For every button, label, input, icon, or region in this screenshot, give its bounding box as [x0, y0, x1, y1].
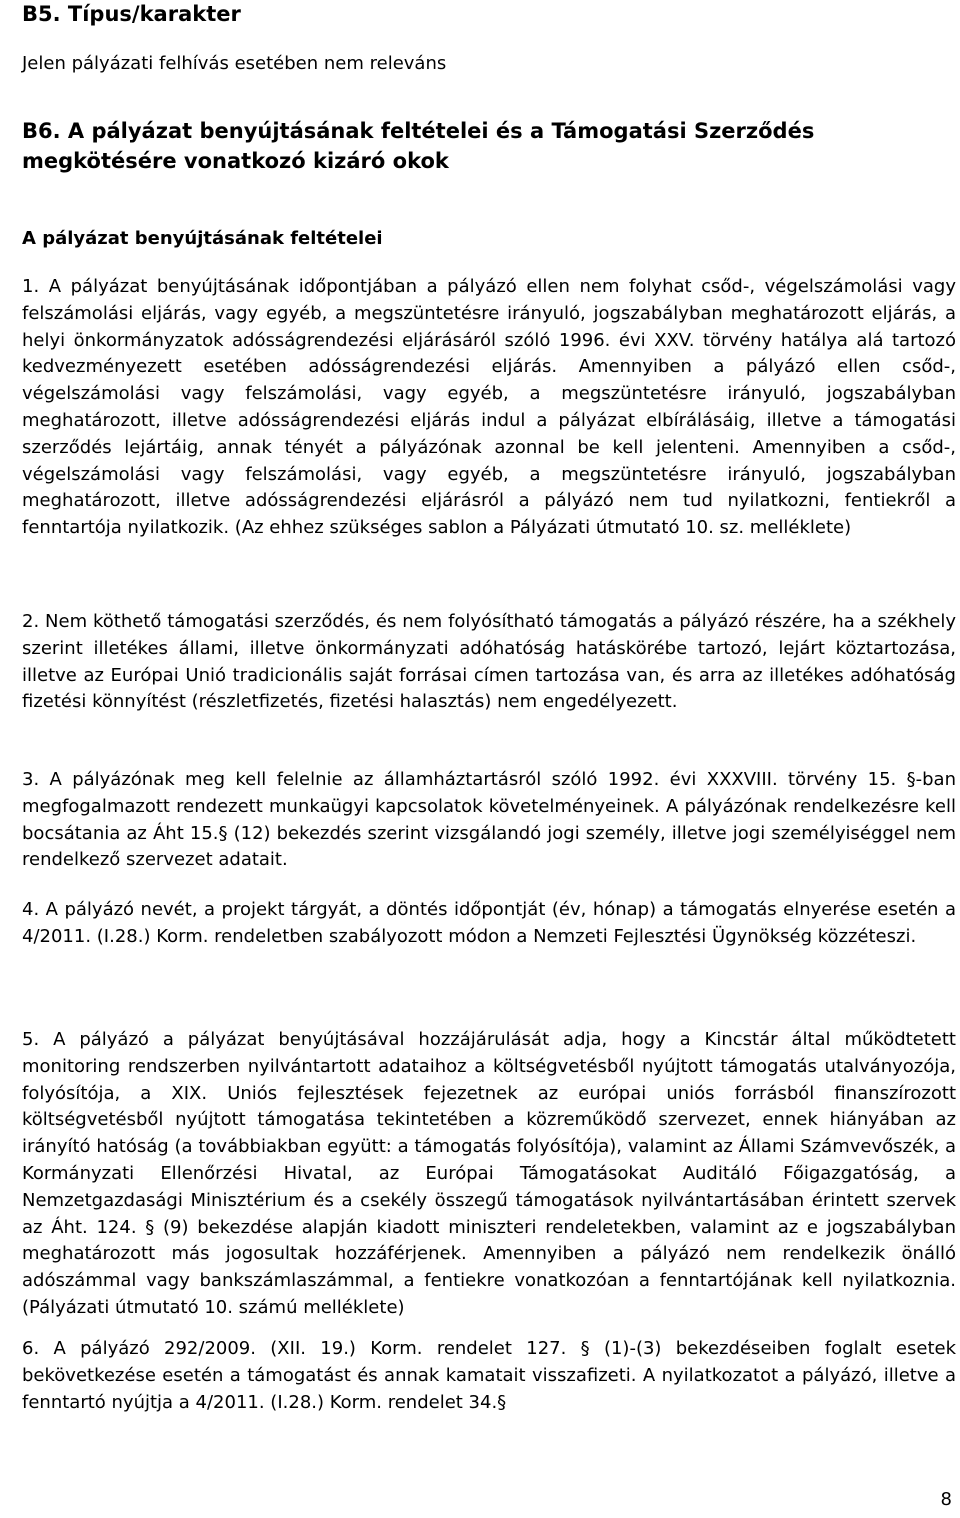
- paragraph-1: 1. A pályázat benyújtásának időpontjában a pályázó ellen nem folyhat csőd-, végelszámolási vagy felszámolási eljárás, vagy egyéb, a megszüntetésre irányuló, jogszabályban meghatározott eljárás, a helyi önkormányzatok adósságrendezési eljárásáról szóló 1996. évi XXV. törvény hatálya alá tartozó kedvezményezett esetében adósságrendezési eljárás. Amennyiben a pályázó ellen csőd-, végelszámolási vagy felszámolási, vagy egyéb, a megszüntetésre irányuló, jogszabályban meghatározott, illetve adósságrendezési eljárás indul a pályázat elbírálásáig, illetve a támogatási szerződés lejártáig, annak tényét a pályázónak azonnal be kell jelenteni. Amennyiben a csőd-, végelszámolási vagy felszámolási, vagy egyéb, a megszüntetésre irányuló, jogszabályban meghatározott, illetve adósságrendezési eljárásról a pályázó nem tud nyilatkozni, fentiekről a fenntartója nyilatkozik. (Az ehhez szükséges sablon a Pályázati útmutató 10. sz. melléklete): [22, 276, 956, 539]
- paragraph-2: 2. Nem köthető támogatási szerződés, és nem folyósítható támogatás a pályázó részére, ha a székhely szerint illetékes állami, illetve önkormányzati adóhatóság hatáskörébe tartozó, lejárt köztartozása, illetve az Európai Unió tradicionális saját forrásai címen tartozása van, és arra az illetékes adóhatóság fizetési könnyítést (részletfizetés, fizetési halasztás) nem engedélyezett.: [22, 611, 956, 713]
- section-b6-heading: B6. A pályázat benyújtásának feltételei és a Támogatási Szerződés megkötésére vonatkozó kizáró okok: [22, 119, 815, 173]
- paragraph-5: 5. A pályázó a pályázat benyújtásával hozzájárulását adja, hogy a Kincstár által működtetett monitoring rendszerben nyilvántartott adataihoz a költségvetésből nyújtott támogatás utalványozója, folyósítója, a XIX. Uniós fejlesztések fejezetnek az európai uniós forrásból finanszírozott költségvetésből nyújtott támogatása tekintetében a közreműködő szervezet, ennek hiányában az irányító hatóság (a továbbiakban együtt: a támogatás folyósítója), valamint az Állami Számvevőszék, a Kormányzati Ellenőrzési Hivatal, az Európai Támogatásokat Auditáló Főigazgatóság, a Nemzetgazdasági Minisztérium és a csekély összegű támogatások nyilvántartásában érintett szervek az Áht. 124. § (9) bekezdése alapján kiadott miniszteri rendeletekben, valamint az e jogszabályban meghatározott más jogosultak hozzáférjenek. Amennyiben a pályázó nem rendelkezik önálló adószámmal vagy bankszámlaszámmal, a fentiekre vonatkozóan a fenntartójának kell nyilatkoznia. (Pályázati útmutató 10. számú melléklete): [22, 1029, 956, 1318]
- paragraph-6: 6. A pályázó 292/2009. (XII. 19.) Korm. rendelet 127. § (1)-(3) bekezdéseiben foglalt esetek bekövetkezése esetén a támogatást és annak kamatait visszafizeti. A nyilatkozatot a pályázó, illetve a fenntartó nyújtja a 4/2011. (I.28.) Korm. rendelet 34.§: [22, 1338, 956, 1413]
- section-b5-heading: B5. Típus/karakter: [22, 2, 241, 26]
- section-b6-subheading: A pályázat benyújtásának feltételei: [22, 228, 383, 249]
- paragraph-4: 4. A pályázó nevét, a projekt tárgyát, a döntés időpontját (év, hónap) a támogatás elnyerése esetén a 4/2011. (I.28.) Korm. rendeletben szabályozott módon a Nemzeti Fejlesztési Ügynökség közzéteszi.: [22, 899, 956, 947]
- paragraph-3: 3. A pályázónak meg kell felelnie az államháztartásról szóló 1992. évi XXXVIII. törvény 15. §-ban megfogalmazott rendezett munkaügyi kapcsolatok követelményeinek. A pályázónak rendelkezésre kell bocsátania az Áht 15.§ (12) bekezdés szerint vizsgálandó jogi személy, illetve jogi személyiséggel nem rendelkező szervezet adatait.: [22, 769, 956, 871]
- section-b5-text: Jelen pályázati felhívás esetében nem releváns: [22, 53, 447, 74]
- page-number: 8: [940, 1489, 952, 1510]
